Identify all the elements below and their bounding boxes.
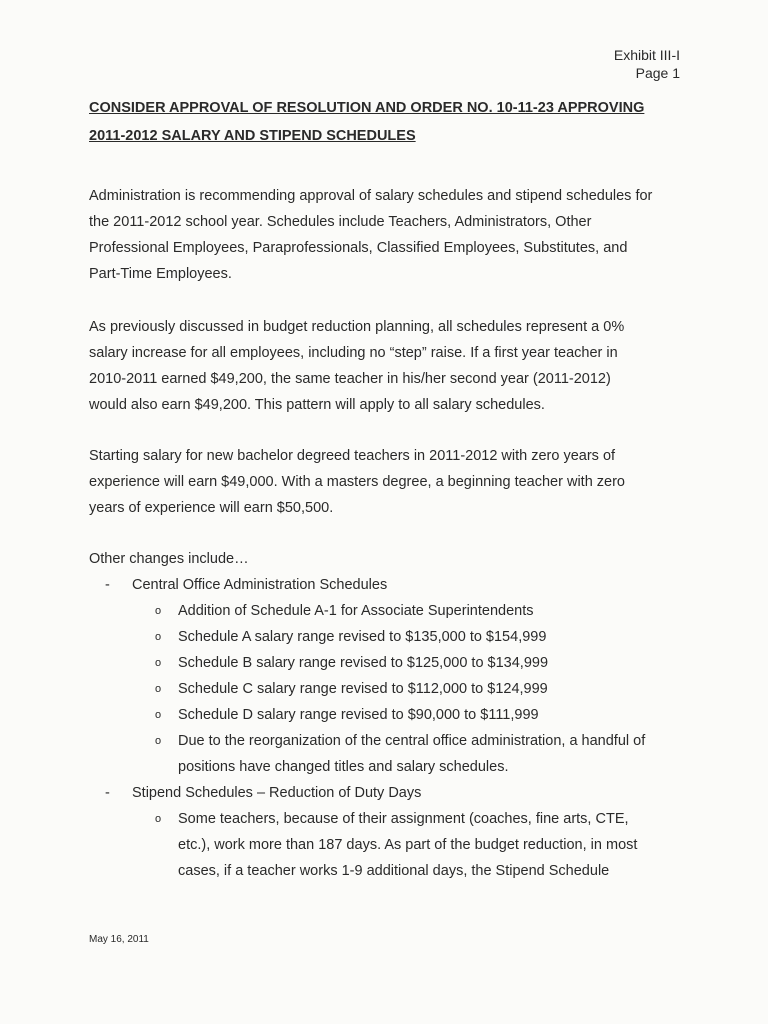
paragraph-line: salary increase for all employees, including no “step” raise. If a first year teacher in: [89, 345, 618, 361]
paragraph-line: Administration is recommending approval of salary schedules and stipend schedules for: [89, 188, 653, 204]
paragraph-line: experience will earn $49,000. With a masters degree, a beginning teacher with zero: [89, 474, 625, 490]
list-item-text: Schedule D salary range revised to $90,000 to $111,999: [178, 707, 539, 723]
list-item-text: cases, if a teacher works 1-9 additional days, the Stipend Schedule: [178, 863, 610, 879]
bullet-marker: o: [155, 709, 162, 721]
list-item: [89, 702, 689, 728]
bullet-marker: o: [155, 683, 162, 695]
exhibit-label: Exhibit III-I: [613, 47, 680, 63]
list-item: [89, 598, 689, 624]
paragraph-line: Starting salary for new bachelor degreed teachers in 2011-2012 with zero years of: [89, 448, 616, 464]
list-item-text: etc.), work more than 187 days. As part of the budget reduction, in most: [178, 837, 638, 853]
paragraph-starting-salary: [89, 443, 689, 521]
paragraph-recommendation: [89, 183, 689, 287]
changes-intro: Other changes include…: [89, 551, 249, 567]
list-item-text: Schedule C salary range revised to $112,000 to $124,999: [178, 681, 548, 697]
paragraph-line: As previously discussed in budget reduction planning, all schedules represent a 0%: [89, 319, 625, 335]
list-item: [89, 728, 689, 780]
paragraph-line: Part-Time Employees.: [89, 266, 232, 282]
bullet-marker: o: [155, 631, 162, 643]
title-line-1: CONSIDER APPROVAL OF RESOLUTION AND ORDER NO. 10-11-23 APPROVING: [89, 100, 645, 116]
section-heading: Central Office Administration Schedules: [132, 577, 388, 593]
list-item: [89, 676, 689, 702]
page-number: Page 1: [635, 65, 680, 81]
document-title: [89, 94, 689, 150]
list-item-text: Due to the reorganization of the central office administration, a handful of: [178, 733, 646, 749]
list-item-stipend: [89, 780, 689, 806]
paragraph-line: 2010-2011 earned $49,200, the same teacher in his/her second year (2011-2012): [89, 371, 611, 387]
footer-date: May 16, 2011: [89, 934, 149, 945]
list-item-text: positions have changed titles and salary schedules.: [178, 759, 509, 775]
list-item-text: Schedule B salary range revised to $125,000 to $134,999: [178, 655, 549, 671]
dash-marker: -: [105, 785, 110, 801]
list-item-text: Schedule A salary range revised to $135,000 to $154,999: [178, 629, 547, 645]
changes-list: [89, 546, 689, 884]
title-line-2: 2011-2012 SALARY AND STIPEND SCHEDULES: [89, 128, 416, 144]
dash-marker: -: [105, 577, 110, 593]
paragraph-line: would also earn $49,200. This pattern will apply to all salary schedules.: [89, 397, 545, 413]
bullet-marker: o: [155, 735, 162, 747]
paragraph-line: Professional Employees, Paraprofessionals, Classified Employees, Substitutes, and: [89, 240, 628, 256]
paragraph-line: years of experience will earn $50,500.: [89, 500, 334, 516]
section-heading: Stipend Schedules – Reduction of Duty Days: [132, 785, 422, 801]
list-item-central-office: [89, 572, 689, 598]
exhibit-header: [614, 46, 680, 82]
paragraph-zero-increase: [89, 314, 689, 418]
list-item: [89, 650, 689, 676]
bullet-marker: o: [155, 813, 162, 825]
list-item-text: Addition of Schedule A-1 for Associate Superintendents: [178, 603, 534, 619]
list-item: [89, 806, 689, 884]
paragraph-line: the 2011-2012 school year. Schedules include Teachers, Administrators, Other: [89, 214, 592, 230]
bullet-marker: o: [155, 605, 162, 617]
list-item-text: Some teachers, because of their assignment (coaches, fine arts, CTE,: [178, 811, 629, 827]
list-item: [89, 624, 689, 650]
bullet-marker: o: [155, 657, 162, 669]
